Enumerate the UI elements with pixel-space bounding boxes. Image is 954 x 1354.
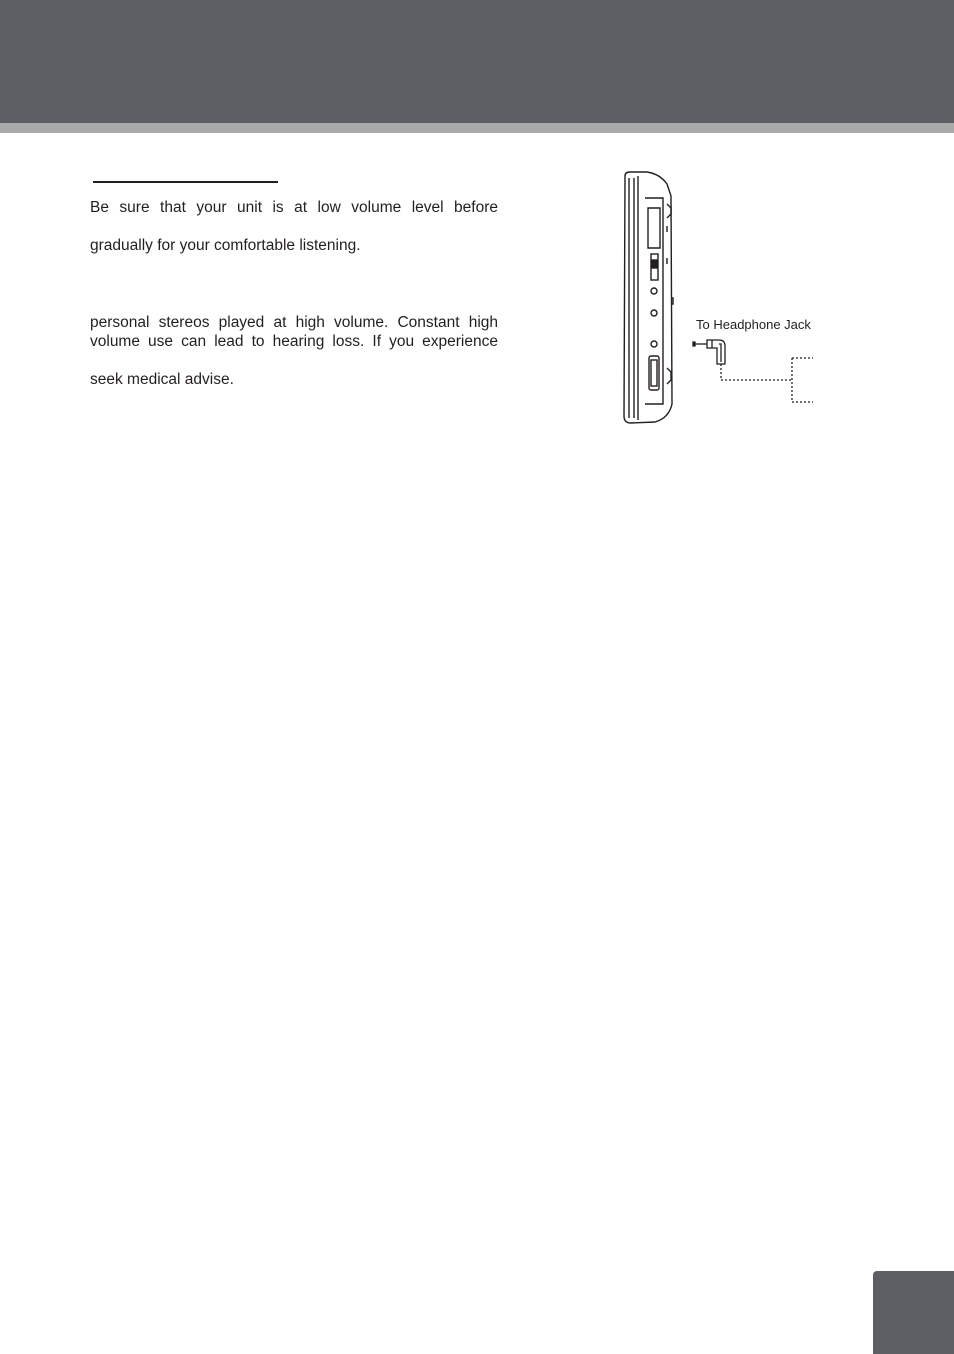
headphone-connection-figure	[615, 168, 845, 430]
paragraph-2-line-3: seek medical advise.	[90, 371, 234, 388]
paragraph-1-line-2: gradually for your comfortable listening.	[90, 237, 361, 254]
paragraph-hearing-warning	[90, 313, 498, 389]
figure-caption: To Headphone Jack	[696, 317, 811, 332]
paragraph-2-line-1: personal stereos played at high volume. Constant high	[90, 314, 498, 331]
paragraph-volume-warning	[90, 198, 498, 255]
paragraph-1-line-1: Be sure that your unit is at low volume level before	[90, 199, 498, 216]
headphone-plug-icon	[615, 168, 845, 430]
header-band	[0, 0, 954, 123]
paragraph-2-line-2: volume use can lead to hearing loss. If you experience	[90, 333, 498, 350]
header-stripe	[0, 123, 954, 133]
section-heading-rule	[93, 181, 278, 183]
page-number-tab	[873, 1271, 954, 1354]
